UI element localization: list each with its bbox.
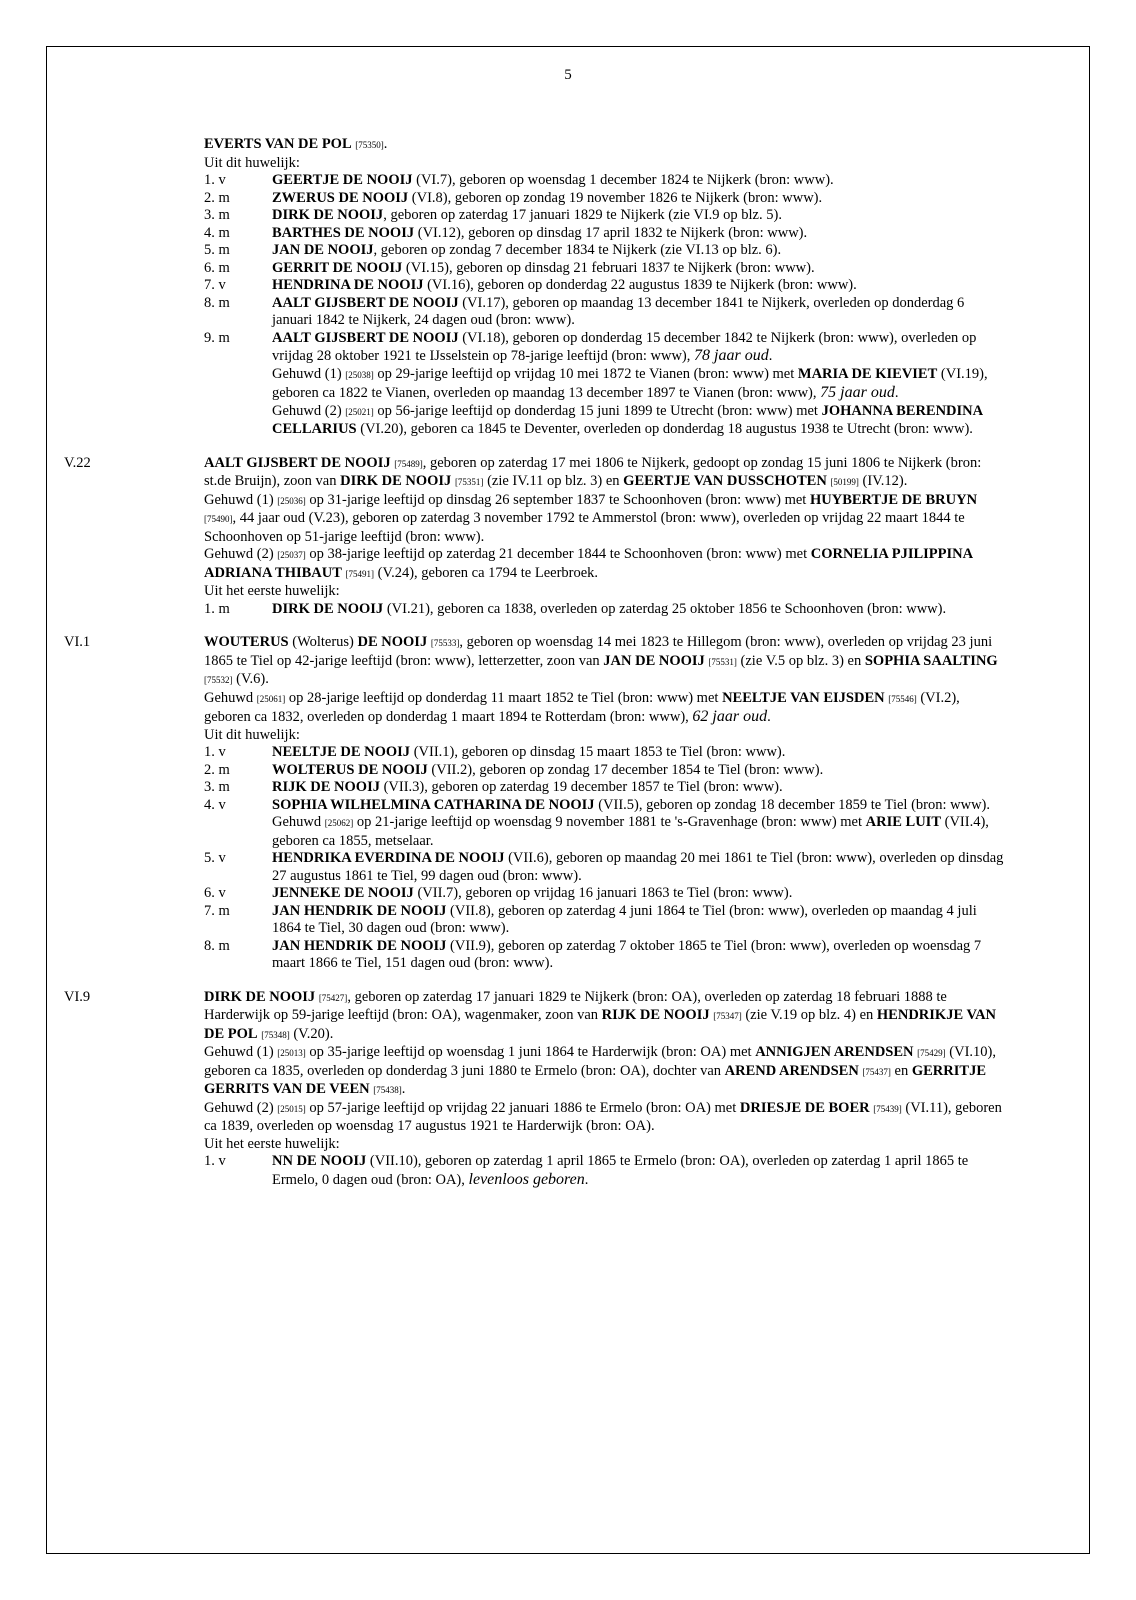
- text-run: Gehuwd (1): [204, 491, 278, 508]
- person-name: CORNELIA PJILIPPINA ADRIANA THIBAUT: [204, 546, 973, 581]
- text-run: Gehuwd (1): [204, 1044, 278, 1060]
- child-item: [204, 330, 1004, 439]
- text-run: (VII.10), geboren op zaterdag 1 april 1865 te Ermelo (bron: OA), overleden op zaterdag 1 april 1865 te Ermelo, 0 dagen oud (bron: OA),: [272, 1153, 969, 1188]
- age-note: levenloos geboren: [468, 1170, 585, 1188]
- paragraph: [272, 762, 1004, 780]
- text-run: .: [894, 385, 899, 401]
- paragraph: [204, 1136, 1004, 1154]
- person-name: HENDRIKA EVERDINA DE NOOIJ: [272, 850, 505, 866]
- text-run: (VII.3), geboren op zaterdag 19 december 1857 te Tiel (bron: www).: [379, 779, 783, 795]
- person-name: GERRIT DE NOOIJ: [272, 259, 403, 276]
- child-item: [204, 172, 1004, 190]
- child-item: [204, 779, 1004, 797]
- person-name: ZWERUS DE NOOIJ: [272, 189, 409, 206]
- text-run: (V.6).: [232, 671, 269, 687]
- child-text: [272, 797, 1004, 851]
- text-run: Uit het eerste huwelijk:: [204, 1135, 340, 1152]
- record-id: [25036]: [277, 495, 306, 506]
- genealogy-entry: [64, 454, 1004, 619]
- person-name: JOHANNA BERENDINA CELLARIUS: [272, 402, 983, 437]
- child-number: 9. m: [204, 329, 230, 346]
- child-text: [272, 744, 1004, 762]
- entry-body: [204, 989, 1004, 1190]
- child-item: [204, 277, 1004, 295]
- text-run: (VI.12), geboren op dinsdag 17 april 1832 te Nijkerk (bron: www).: [414, 224, 808, 241]
- record-id: [25015]: [277, 1103, 306, 1114]
- text-run: Gehuwd: [272, 814, 325, 830]
- text-run: , geboren op zaterdag 17 januari 1829 te Nijkerk (zie VI.9 op blz. 5).: [383, 207, 782, 223]
- text-run: (VI.19), geboren ca 1822 te Vianen, overleden op maandag 13 december 1897 te Vianen (bron: www),: [272, 365, 988, 401]
- child-item: [204, 295, 1004, 330]
- person-name: EVERTS VAN DE POL: [204, 136, 352, 152]
- person-name: DIRK DE NOOIJ: [272, 600, 384, 617]
- text-run: (zie V.19 op blz. 4) en: [741, 1007, 877, 1023]
- paragraph: [272, 330, 1004, 366]
- text-run: (VI.2), geboren ca 1832, overleden op donderdag 1 maart 1894 te Rotterdam (bron: www),: [204, 689, 960, 725]
- text-run: .: [584, 1171, 589, 1188]
- text-run: Gehuwd (2): [272, 402, 346, 419]
- child-text: [272, 762, 1004, 780]
- text-run: Gehuwd: [204, 689, 257, 706]
- person-name: DE NOOIJ: [357, 634, 428, 650]
- child-text: [272, 172, 1004, 190]
- text-run: (VI.11), geboren ca 1839, overleden op woensdag 17 augustus 1921 te Harderwijk (bron: OA).: [204, 1099, 1002, 1134]
- person-name: JAN DE NOOIJ: [603, 652, 705, 669]
- person-name: NEELTJE DE NOOIJ: [272, 744, 411, 760]
- child-text: [272, 330, 1004, 439]
- record-id: [75348]: [261, 1029, 290, 1040]
- record-id: [75347]: [713, 1011, 742, 1021]
- child-number: 4. m: [204, 224, 230, 241]
- text-run: en: [890, 1062, 912, 1079]
- person-name: HENDRINA DE NOOIJ: [272, 277, 424, 293]
- text-run: (VII.9), geboren op zaterdag 7 oktober 1865 te Tiel (bron: www), overleden op woensdag 7 maart 1866 te Tiel, 151 dagen oud (bron: www).: [272, 937, 982, 971]
- child-number: 1. m: [204, 600, 230, 617]
- text-run: (VI.20), geboren ca 1845 te Deventer, overleden op donderdag 18 augustus 1938 te Utrecht (bron: www).: [356, 421, 973, 437]
- person-name: GERRITJE GERRITS VAN DE VEEN: [204, 1062, 986, 1097]
- paragraph: [272, 850, 1004, 885]
- child-text: [272, 190, 1004, 208]
- child-number: 2. m: [204, 761, 230, 778]
- child-number: 3. m: [204, 779, 230, 795]
- text-run: .: [401, 1081, 406, 1097]
- paragraph: [272, 190, 1004, 208]
- text-run: (VI.15), geboren op dinsdag 21 februari 1837 te Nijkerk (bron: www).: [402, 259, 815, 276]
- person-name: JAN HENDRIK DE NOOIJ: [272, 902, 447, 919]
- paragraph: [204, 136, 1004, 155]
- text-run: Uit dit huwelijk:: [204, 726, 300, 743]
- person-name: RIJK DE NOOIJ: [601, 1007, 710, 1023]
- text-run: (IV.12).: [858, 473, 908, 489]
- record-id: [75533]: [430, 638, 460, 648]
- child-text: [272, 903, 1004, 938]
- person-name: NN DE NOOIJ: [272, 1153, 367, 1169]
- text-run: Uit dit huwelijk:: [204, 154, 300, 171]
- child-text: [272, 938, 1004, 973]
- child-number: 5. v: [204, 850, 226, 866]
- paragraph: [272, 242, 1004, 260]
- person-name: AALT GIJSBERT DE NOOIJ: [272, 294, 459, 311]
- paragraph: [204, 546, 1004, 583]
- child-text: [272, 225, 1004, 243]
- child-item: [204, 762, 1004, 780]
- child-number: 5. m: [204, 242, 230, 258]
- text-run: (VI.21), geboren ca 1838, overleden op zaterdag 25 oktober 1856 te Schoonhoven (bron: www).: [383, 600, 947, 617]
- record-id: [75439]: [873, 1103, 902, 1114]
- person-name: ARIE LUIT: [865, 814, 941, 830]
- child-number: 8. m: [204, 294, 230, 311]
- child-number: 2. m: [204, 189, 230, 206]
- continued-entry: [204, 136, 1004, 439]
- child-number: 6. v: [204, 885, 226, 901]
- record-id: [75437]: [862, 1066, 891, 1077]
- record-id: [25021]: [345, 406, 374, 417]
- child-item: [204, 260, 1004, 278]
- text-run: (VI.16), geboren op donderdag 22 augustus 1839 te Nijkerk (bron: www).: [423, 277, 857, 293]
- generation-number: VI.1: [64, 634, 91, 650]
- child-number: 1. v: [204, 744, 226, 760]
- text-run: (VI.8), geboren op zondag 19 november 1826 te Nijkerk (bron: www).: [408, 189, 823, 206]
- record-id: [25013]: [277, 1048, 306, 1058]
- child-number: 7. v: [204, 277, 226, 293]
- document-body: [64, 136, 1004, 1189]
- age-note: 75 jaar oud: [820, 384, 895, 401]
- paragraph: [204, 1100, 1004, 1136]
- person-name: DIRK DE NOOIJ: [204, 988, 316, 1005]
- child-item: [204, 903, 1004, 938]
- paragraph: [204, 583, 1004, 601]
- genealogy-entry: [64, 988, 1004, 1190]
- entry-body: [204, 455, 1004, 619]
- age-note: 62 jaar oud: [692, 708, 768, 725]
- person-name: MARIA DE KIEVIET: [797, 365, 938, 382]
- child-item: [204, 207, 1004, 225]
- text-run: op 56-jarige leeftijd op donderdag 15 juni 1899 te Utrecht (bron: www) met: [373, 402, 822, 419]
- record-id: [75490]: [204, 514, 233, 524]
- text-run: (VII.4), geboren ca 1855, metselaar.: [272, 814, 989, 849]
- person-name: HENDRIKJE VAN DE POL: [204, 1007, 997, 1042]
- paragraph: [204, 989, 1004, 1045]
- record-id: [75427]: [318, 992, 348, 1003]
- child-text: [272, 242, 1004, 260]
- text-run: .: [767, 709, 771, 725]
- child-number: 6. m: [204, 259, 230, 276]
- text-run: op 35-jarige leeftijd op woensdag 1 juni 1864 te Harderwijk (bron: OA) met: [305, 1044, 756, 1060]
- child-item: [204, 1153, 1004, 1189]
- record-id: [75532]: [204, 675, 233, 685]
- record-id: [50199]: [830, 477, 859, 487]
- paragraph: [272, 814, 1004, 850]
- paragraph: [272, 797, 1004, 815]
- generation-number: VI.9: [64, 988, 91, 1005]
- child-text: [272, 601, 1004, 619]
- text-run: (V.20).: [289, 1025, 334, 1042]
- child-item: [204, 225, 1004, 243]
- paragraph: [204, 155, 1004, 173]
- text-run: .: [768, 348, 773, 364]
- person-name: HUYBERTJE DE BRUYN: [809, 491, 978, 508]
- person-name: SOPHIA WILHELMINA CATHARINA DE NOOIJ: [272, 796, 595, 813]
- text-run: , geboren op zaterdag 17 mei 1806 te Nijkerk, gedoopt op zondag 15 juni 1806 te Nijkerk (bron: st.de Bruijn), zoon van: [204, 454, 982, 489]
- entries-list: [64, 454, 1004, 1190]
- text-run: (zie IV.11 op blz. 3) en: [483, 473, 624, 489]
- person-name: GEERTJE DE NOOIJ: [272, 172, 413, 188]
- text-run: op 38-jarige leeftijd op zaterdag 21 december 1844 te Schoonhoven (bron: www) met: [305, 546, 811, 562]
- text-run: Gehuwd (2): [204, 546, 278, 562]
- paragraph: [204, 1044, 1004, 1100]
- text-run: (VII.6), geboren op maandag 20 mei 1861 te Tiel (bron: www), overleden op dinsdag 27 augustus 1861 te Tiel, 99 dagen oud (bron: www).: [272, 850, 1004, 884]
- paragraph: [204, 634, 1004, 690]
- text-run: op 57-jarige leeftijd op vrijdag 22 januari 1886 te Ermelo (bron: OA) met: [305, 1099, 740, 1116]
- entry-body: [204, 634, 1004, 973]
- text-run: (Wolterus): [288, 634, 358, 650]
- paragraph: [272, 366, 1004, 403]
- record-id: [75438]: [373, 1085, 402, 1095]
- person-name: AALT GIJSBERT DE NOOIJ: [204, 454, 391, 471]
- text-run: op 28-jarige leeftijd op donderdag 11 maart 1852 te Tiel (bron: www) met: [285, 689, 723, 706]
- paragraph: [272, 225, 1004, 243]
- person-name: DIRK DE NOOIJ: [340, 473, 452, 489]
- text-run: (VI.18), geboren op donderdag 15 december 1842 te Nijkerk (bron: www), overleden op vrijdag 28 oktober 1921 te IJsselstein op 78-jarige leeftijd (bron: www),: [272, 329, 977, 364]
- text-run: , geboren op woensdag 14 mei 1823 te Hillegom (bron: www), overleden op vrijdag 23 juni 1865 te Tiel op 42-jarige leeftijd (bron: www), letterzetter, zoon van: [204, 634, 993, 669]
- person-name: GEERTJE VAN DUSSCHOTEN: [623, 473, 827, 489]
- record-id: [75546]: [888, 693, 917, 704]
- person-name: RIJK DE NOOIJ: [272, 779, 380, 795]
- generation-number: V.22: [64, 454, 91, 471]
- paragraph: [272, 403, 1004, 439]
- person-name: WOLTERUS DE NOOIJ: [272, 761, 428, 778]
- paragraph: [204, 727, 1004, 745]
- person-name: AALT GIJSBERT DE NOOIJ: [272, 329, 459, 346]
- child-item: [204, 190, 1004, 208]
- record-id: [75429]: [917, 1048, 946, 1058]
- paragraph: [272, 744, 1004, 762]
- child-text: [272, 850, 1004, 885]
- text-run: op 21-jarige leeftijd op woensdag 9 november 1881 te 's-Gravenhage (bron: www) met: [353, 814, 866, 830]
- page-number: 5: [564, 67, 572, 83]
- child-item: [204, 601, 1004, 619]
- paragraph: [272, 260, 1004, 278]
- child-number: 1. v: [204, 172, 226, 188]
- person-name: AREND ARENDSEN: [724, 1062, 859, 1079]
- child-number: 3. m: [204, 207, 230, 223]
- record-id: [25061]: [256, 693, 286, 704]
- person-name: BARTHES DE NOOIJ: [272, 224, 415, 241]
- age-note: 78 jaar oud: [694, 347, 769, 364]
- text-run: op 29-jarige leeftijd op vrijdag 10 mei 1872 te Vianen (bron: www) met: [373, 365, 798, 382]
- record-id: [75489]: [394, 458, 423, 469]
- paragraph: [272, 207, 1004, 225]
- child-number: 1. v: [204, 1153, 226, 1169]
- text-run: , 44 jaar oud (V.23), geboren op zaterdag 3 november 1792 te Ammerstol (bron: www), overleden op vrijdag 22 maart 1844 te Schoonhoven op 51-jarige leeftijd (bron: www).: [204, 510, 965, 545]
- child-text: [272, 295, 1004, 330]
- child-text: [272, 885, 1004, 903]
- text-run: (V.24), geboren ca 1794 te Leerbroek.: [374, 564, 599, 581]
- person-name: NEELTJE VAN EIJSDEN: [722, 689, 885, 706]
- paragraph: [204, 492, 1004, 547]
- text-run: (VII.8), geboren op zaterdag 4 juni 1864 te Tiel (bron: www), overleden op maandag 4 juli 1864 te Tiel, 30 dagen oud (bron: www).: [272, 902, 977, 936]
- child-item: [204, 242, 1004, 260]
- person-name: JAN DE NOOIJ: [272, 242, 374, 258]
- genealogy-entry: [64, 634, 1004, 973]
- text-run: (VII.2), geboren op zondag 17 december 1854 te Tiel (bron: www).: [427, 761, 824, 778]
- record-id: [75491]: [345, 568, 375, 579]
- child-text: [272, 779, 1004, 797]
- child-text: [272, 277, 1004, 295]
- text-run: .: [383, 136, 388, 152]
- paragraph: [272, 601, 1004, 619]
- person-name: WOUTERUS: [204, 634, 289, 650]
- record-id: [75350]: [355, 140, 384, 150]
- text-run: (VII.1), geboren op dinsdag 15 maart 1853 te Tiel (bron: www).: [410, 744, 786, 760]
- record-id: [25038]: [345, 369, 374, 380]
- person-name: ANNIGJEN ARENDSEN: [755, 1044, 914, 1060]
- text-run: (VII.7), geboren op vrijdag 16 januari 1863 te Tiel (bron: www).: [413, 885, 793, 901]
- child-text: [272, 260, 1004, 278]
- person-name: JAN HENDRIK DE NOOIJ: [272, 937, 447, 954]
- record-id: [25062]: [324, 818, 354, 828]
- paragraph: [272, 172, 1004, 190]
- paragraph: [272, 1153, 1004, 1189]
- paragraph: [272, 295, 1004, 330]
- text-run: Gehuwd (2): [204, 1099, 278, 1116]
- paragraph: [272, 779, 1004, 797]
- person-name: DRIESJE DE BOER: [739, 1099, 870, 1116]
- record-id: [25037]: [277, 550, 306, 560]
- child-item: [204, 744, 1004, 762]
- child-item: [204, 885, 1004, 903]
- paragraph: [272, 885, 1004, 903]
- paragraph: [272, 903, 1004, 938]
- text-run: Uit het eerste huwelijk:: [204, 583, 340, 599]
- record-id: [75531]: [708, 656, 737, 667]
- paragraph: [204, 690, 1004, 727]
- text-run: (VI.10), geboren ca 1835, overleden op donderdag 3 juni 1880 te Ermelo (bron: OA), dochter van: [204, 1044, 996, 1079]
- child-text: [272, 1153, 1004, 1189]
- paragraph: [272, 277, 1004, 295]
- text-run: (VI.17), geboren op maandag 13 december 1841 te Nijkerk, overleden op donderdag 6 januari 1842 te Nijkerk, 24 dagen oud (bron: www).: [272, 294, 965, 328]
- paragraph: [272, 938, 1004, 973]
- text-run: Gehuwd (1): [272, 365, 346, 382]
- paragraph: [204, 455, 1004, 492]
- person-name: SOPHIA SAALTING: [864, 652, 998, 669]
- record-id: [75351]: [454, 477, 484, 487]
- text-run: , geboren op zondag 7 december 1834 te Nijkerk (zie VI.13 op blz. 6).: [373, 242, 782, 258]
- text-run: (VI.7), geboren op woensdag 1 december 1824 te Nijkerk (bron: www).: [412, 172, 834, 188]
- child-number: 7. m: [204, 902, 230, 919]
- text-run: op 31-jarige leeftijd op dinsdag 26 september 1837 te Schoonhoven (bron: www) met: [305, 491, 810, 508]
- text-run: (zie V.5 op blz. 3) en: [736, 652, 865, 669]
- child-item: [204, 797, 1004, 851]
- person-name: DIRK DE NOOIJ: [272, 207, 384, 223]
- child-item: [204, 850, 1004, 885]
- text-run: (VII.5), geboren op zondag 18 december 1859 te Tiel (bron: www).: [594, 796, 990, 813]
- child-item: [204, 938, 1004, 973]
- text-run: , geboren op zaterdag 17 januari 1829 te Nijkerk (bron: OA), overleden op zaterdag 18 februari 1888 te Harderwijk op 59-jarige leeftijd (bron: OA), wagenmaker, zoon van: [204, 988, 947, 1023]
- person-name: JENNEKE DE NOOIJ: [272, 885, 414, 901]
- child-number: 4. v: [204, 796, 226, 813]
- child-text: [272, 207, 1004, 225]
- child-number: 8. m: [204, 937, 230, 954]
